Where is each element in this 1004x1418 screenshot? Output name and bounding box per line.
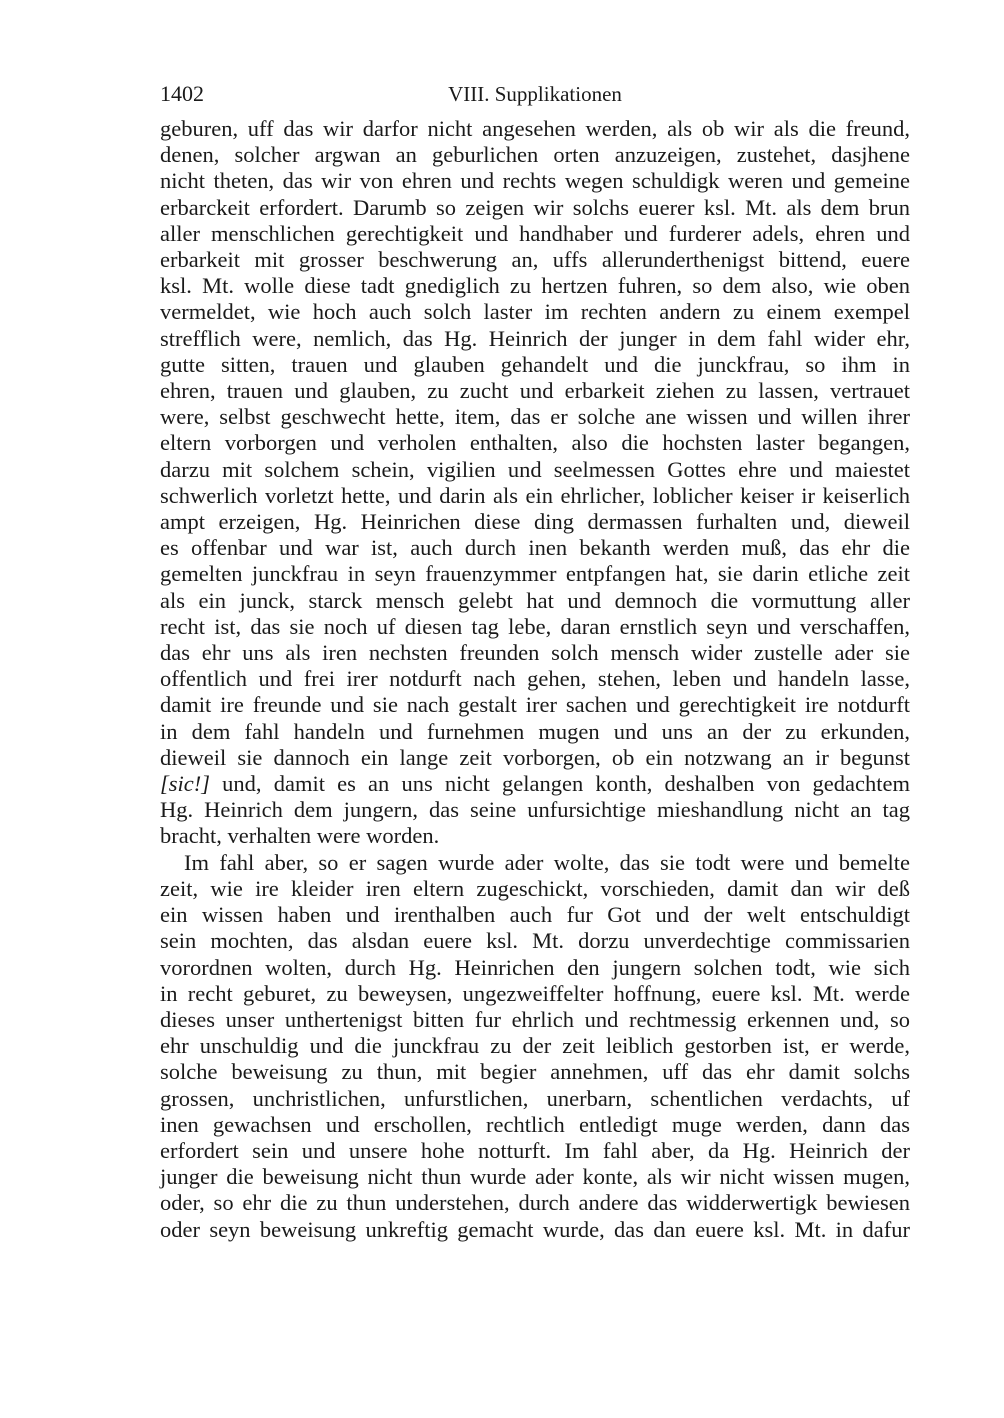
text-line: gutte sitten, trauen und glauben gehandelt und die junckfrau, so ihm in (160, 351, 910, 377)
text-line: ksl. Mt. wolle diese tadt gnediglich zu hertzen fuhren, so dem also, wie oben (160, 273, 910, 299)
body-text (160, 116, 910, 1243)
text-line: nicht theten, das wir von ehren und rechts wegen schuldigk weren und gemeine (160, 168, 910, 194)
text-line: darzu mit solchem schein, vigilien und seelmessen Gottes ehre und maiestet (160, 456, 910, 482)
text-line: das ehr uns als iren nechsten freunden solch mensch wider zustelle ader sie (160, 640, 910, 666)
text-line: strefflich were, nemlich, das Hg. Heinrich der junger in dem fahl wider ehr, (160, 325, 910, 351)
text-line: vermeldet, wie hoch auch solch laster im rechten andern zu einem exempel (160, 299, 910, 325)
text-line: eltern vorborgen und verholen enthalten, also die hochsten laster begangen, (160, 430, 910, 456)
text-line: recht ist, das sie noch uf diesen tag lebe, daran ernstlich seyn und verschaffen, (160, 613, 910, 639)
text-line: damit ire freunde und sie nach gestalt irer sachen und gerechtigkeit ire notdurft (160, 692, 910, 718)
text-line: ampt erzeigen, Hg. Heinrichen diese ding dermassen furhalten und, dieweil (160, 509, 910, 535)
text-line: solche beweisung zu thun, mit begier annehmen, uff das ehr damit solchs (160, 1059, 910, 1085)
sic-annotation: [sic!] (160, 771, 210, 797)
page-number: 1402 (160, 81, 204, 106)
text-line: offentlich und frei irer notdurft nach gehen, stehen, leben und handeln lasse, (160, 666, 910, 692)
text-line: ehren, trauen und glauben, zu zucht und erbarkeit ziehen zu lassen, vertrauet (160, 378, 910, 404)
text-line: geburen, uff das wir darfor nicht angesehen werden, als ob wir als die freund, (160, 116, 910, 141)
text-line-sic (160, 771, 910, 797)
text-line: junger die beweisung nicht thun wurde ader konte, als wir nicht wissen mugen, (160, 1164, 910, 1190)
text-line: erfordert sein und unsere hohe notturft. Im fahl aber, da Hg. Heinrich der (160, 1137, 910, 1163)
document-page (160, 78, 910, 1243)
text-line: sein mochten, das alsdan euere ksl. Mt. dorzu unverdechtige commissarien (160, 928, 910, 954)
text-line: Hg. Heinrich dem jungern, das seine unfursichtige mieshandlung nicht an tag (160, 797, 910, 823)
running-head (160, 78, 910, 110)
paragraph-start-line: Im fahl aber, so er sagen wurde ader wolte, das sie todt were und bemelte (184, 849, 910, 875)
section-title: VIII. Supplikationen (448, 82, 622, 106)
text-line: oder, so ehr die zu thun understehen, durch andere das widderwertigk bewiesen (160, 1190, 910, 1216)
paragraph-end-line: bracht, verhalten were worden. (160, 823, 440, 849)
sic-line-rest: und, damit es an uns nicht gelangen konth, deshalben von gedachtem (210, 771, 910, 797)
text-line: inen gewachsen und erschollen, rechtlich entledigt muge werden, dann das (160, 1111, 910, 1137)
text-line: dieses unser unthertenigst bitten fur ehrlich und rechtmessig erkennen und, so (160, 1006, 910, 1032)
text-line: denen, solcher argwan an geburlichen orten anzuzeigen, zustehet, dasjhene (160, 142, 910, 168)
text-line: dieweil sie dannoch ein lange zeit vorborgen, ob ein notzwang an ir begunst (160, 744, 910, 770)
text-line: als ein junck, starck mensch gelebt hat und demnoch die vormuttung aller (160, 587, 910, 613)
text-line: aller menschlichen gerechtigkeit und handhaber und furderer adels, ehren und (160, 220, 910, 246)
text-line: erbarckeit erfordert. Darumb so zeigen wir solchs euerer ksl. Mt. als dem brun (160, 194, 910, 220)
text-line: schwerlich vorletzt hette, und darin als ein ehrlicher, loblicher keiser ir keiserlich (160, 482, 910, 508)
text-line: zeit, wie ire kleider iren eltern zugeschickt, vorschieden, damit dan wir deß (160, 875, 910, 901)
text-line: oder seyn beweisung unkreftig gemacht wurde, das dan euere ksl. Mt. in dafur (160, 1216, 910, 1242)
text-line: erbarkeit mit grosser beschwerung an, uffs allerunderthenigst bittend, euere (160, 247, 910, 273)
text-line: ein wissen haben und irenthalben auch fur Got und der welt entschuldigt (160, 902, 910, 928)
text-line: were, selbst geschwecht hette, item, das er solche ane wissen und willen ihrer (160, 404, 910, 430)
text-line: ehr unschuldig und die junckfrau zu der zeit leiblich gestorben ist, er werde, (160, 1033, 910, 1059)
text-line: in recht geburet, zu beweysen, ungezweiffelter hoffnung, euere ksl. Mt. werde (160, 980, 910, 1006)
text-line: in dem fahl handeln und furnehmen mugen und uns an der zu erkunden, (160, 718, 910, 744)
text-line: es offenbar und war ist, auch durch inen bekanth werden muß, das ehr die (160, 535, 910, 561)
text-line: vorordnen wolten, durch Hg. Heinrichen den jungern solchen todt, wie sich (160, 954, 910, 980)
text-line: gemelten junckfrau in seyn frauenzymmer entpfangen hat, sie darin etliche zeit (160, 561, 910, 587)
text-line: grossen, unchristlichen, unfurstlichen, unerbarn, schentlichen verdachts, uf (160, 1085, 910, 1111)
